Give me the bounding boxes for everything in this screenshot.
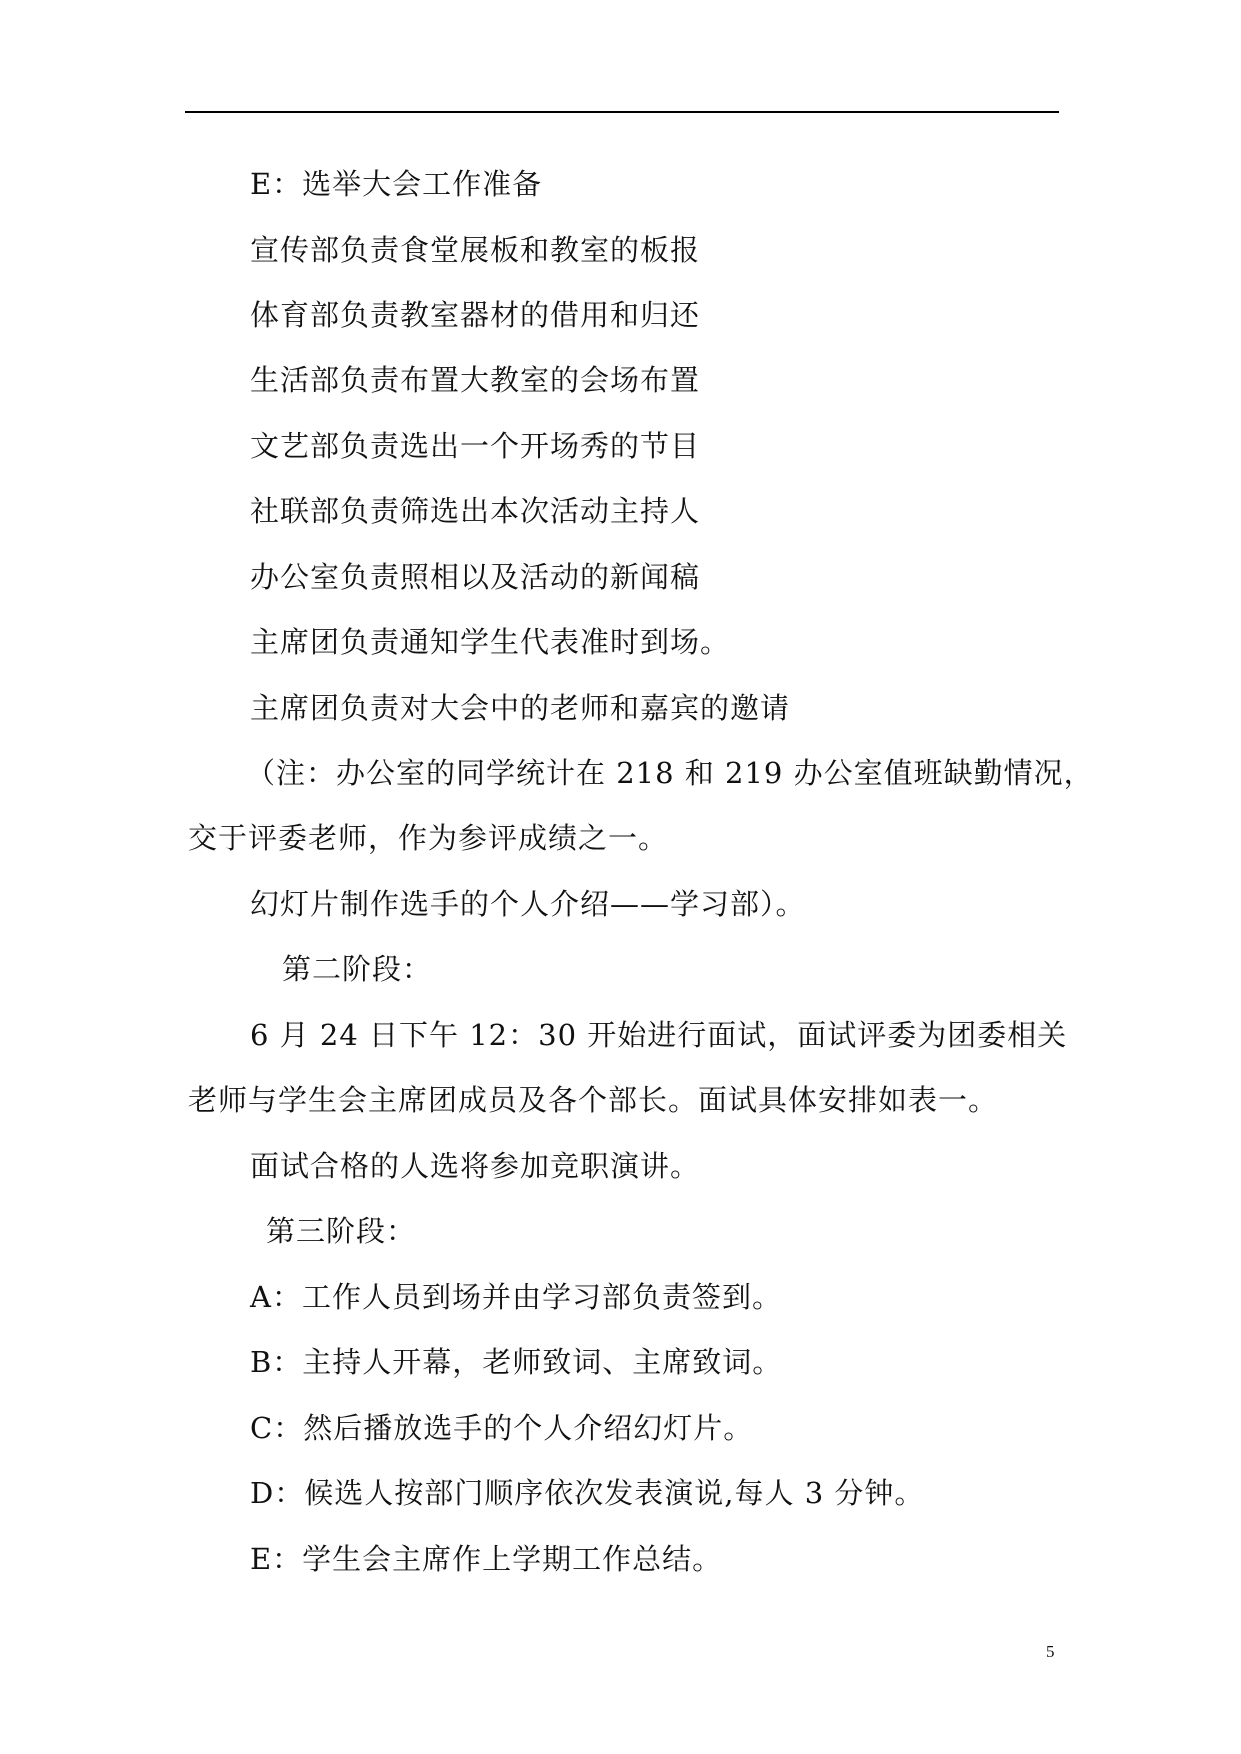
text-line: 幻灯片制作选手的个人介绍——学习部）。	[250, 887, 806, 921]
header-rule	[185, 111, 1059, 113]
text-line: 老师与学生会主席团成员及各个部长。面试具体安排如表一。	[188, 1083, 999, 1117]
text-line: 主席团负责通知学生代表准时到场。	[250, 625, 731, 659]
text-line: 6 月 24 日下午 12：30 开始进行面试，面试评委为团委相关	[250, 1018, 1068, 1052]
text-line: 宣传部负责食堂展板和教室的板报	[250, 233, 701, 267]
page-number: 5	[1046, 1642, 1055, 1661]
text-line: 体育部负责教室器材的借用和归还	[250, 298, 701, 332]
section-heading: 第二阶段：	[282, 952, 433, 986]
text-line: 办公室负责照相以及活动的新闻稿	[250, 560, 701, 594]
text-line: 主席团负责对大会中的老师和嘉宾的邀请	[250, 691, 791, 725]
text-line: 面试合格的人选将参加竞职演讲。	[250, 1149, 701, 1183]
text-line: D：候选人按部门顺序依次发表演说,每人 3 分钟。	[250, 1476, 925, 1510]
text-line: E：学生会主席作上学期工作总结。	[250, 1542, 723, 1576]
text-line: 文艺部负责选出一个开场秀的节目	[250, 429, 701, 463]
text-line: 生活部负责布置大教室的会场布置	[250, 363, 701, 397]
text-line: C：然后播放选手的个人介绍幻灯片。	[250, 1411, 754, 1445]
text-line: E：选举大会工作准备	[250, 167, 543, 201]
text-line: （注：办公室的同学统计在 218 和 219 办公室值班缺勤情况，	[246, 756, 1094, 790]
text-line: A：工作人员到场并由学习部负责签到。	[250, 1280, 782, 1314]
text-line: 社联部负责筛选出本次活动主持人	[250, 494, 701, 528]
text-line: B：主持人开幕，老师致词、主席致词。	[250, 1345, 783, 1379]
section-heading: 第三阶段：	[266, 1214, 417, 1248]
text-line: 交于评委老师，作为参评成绩之一。	[188, 821, 669, 855]
